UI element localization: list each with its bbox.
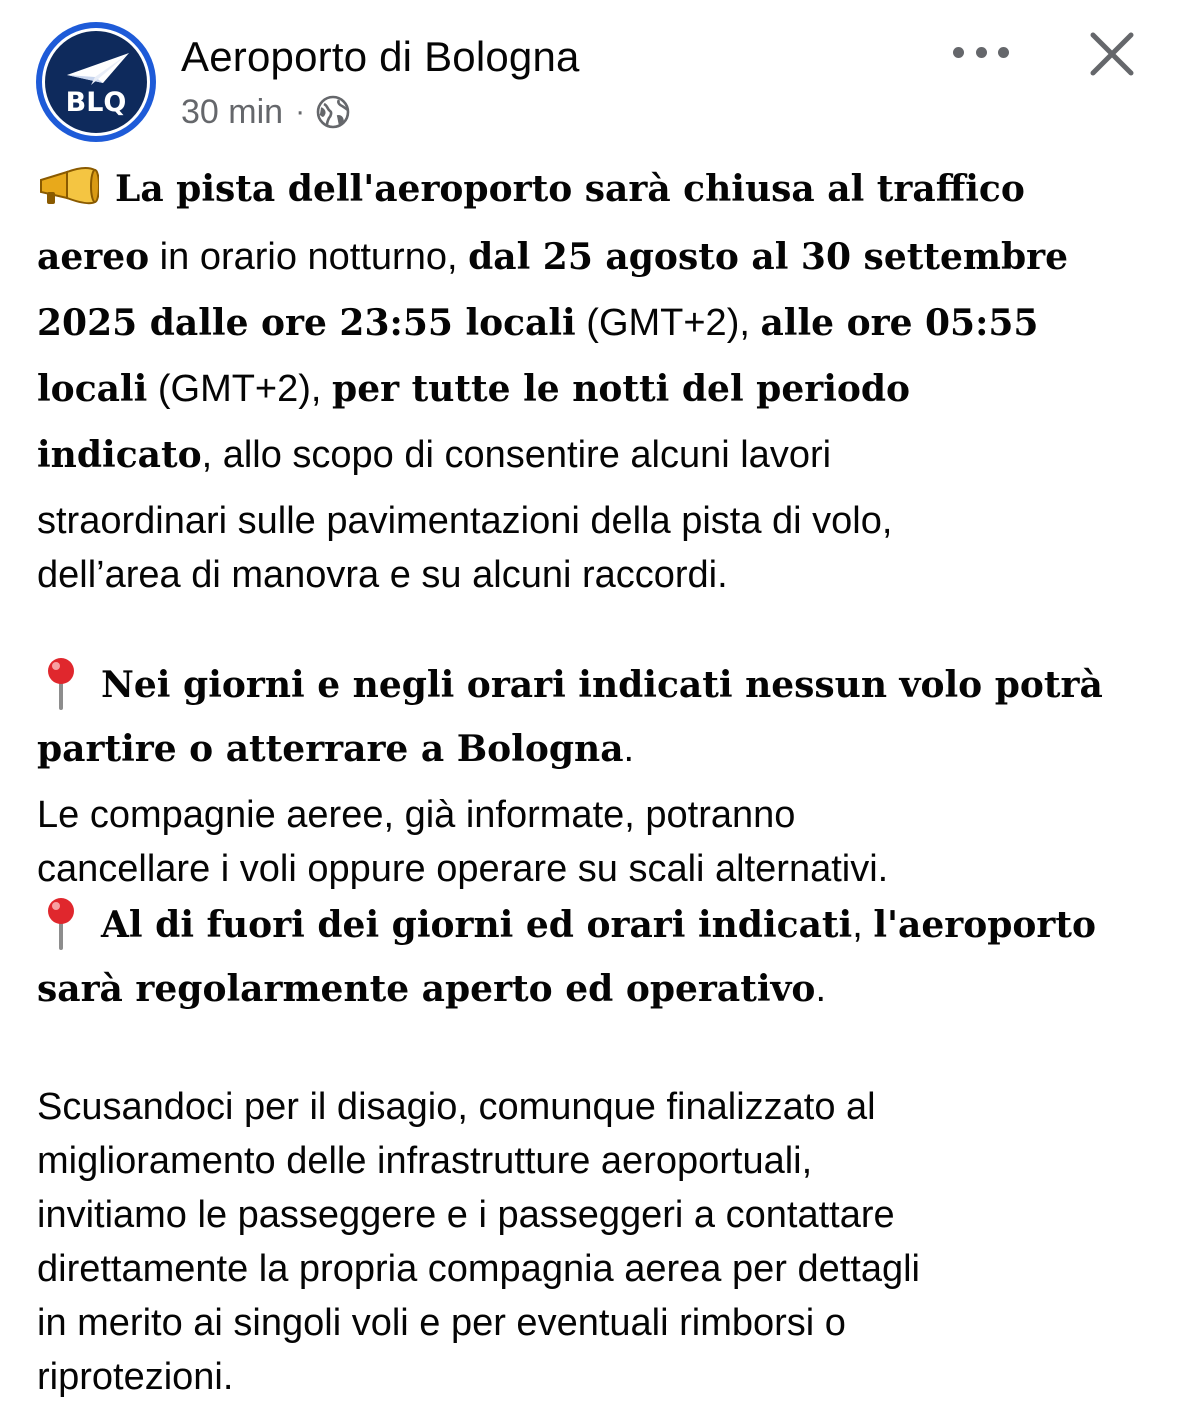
text: in orario notturno, — [149, 236, 469, 278]
post-line — [37, 1086, 876, 1129]
bold-text: dal 25 agosto al 30 settembre — [468, 236, 1069, 278]
post-line — [37, 1194, 895, 1237]
post-meta — [181, 92, 351, 132]
text: miglioramento delle infrastrutture aeroportuali, — [37, 1140, 813, 1182]
post-line — [37, 794, 795, 837]
page-name-link[interactable]: Aeroporto di Bologna — [181, 33, 580, 80]
bold-text: locali — [37, 368, 148, 410]
text: Le compagnie aeree, già informate, potranno — [37, 794, 796, 836]
post-line — [37, 554, 728, 597]
more-horizontal-icon — [953, 47, 964, 58]
text: direttamente la propria compagnia aerea per dettagli — [37, 1248, 920, 1290]
bold-text: per tutte le notti del periodo — [332, 368, 911, 410]
bold-text: aereo — [37, 236, 150, 278]
post-line — [37, 660, 1103, 714]
text: Scusandoci per il disagio, comunque finalizzato al — [37, 1086, 876, 1128]
text: (GMT+2), — [575, 302, 761, 344]
bold-text: 2025 dalle ore 23:55 locali — [37, 302, 576, 344]
text: riprotezioni. — [37, 1356, 234, 1398]
post-line — [37, 728, 634, 771]
post-line — [37, 434, 831, 477]
post-line — [37, 968, 826, 1011]
post-line — [37, 302, 1038, 345]
post-line — [37, 1356, 233, 1399]
round-pushpin-icon — [37, 656, 85, 710]
more-options-button[interactable] — [953, 30, 1009, 74]
text: , allo scopo di consentire alcuni lavori — [201, 434, 832, 476]
post-line — [37, 168, 1025, 214]
text: cancellare i voli oppure operare su scali alternativi. — [37, 848, 889, 890]
bold-text: l'aeroporto — [873, 904, 1097, 947]
post-line — [37, 1140, 812, 1183]
post-line — [37, 500, 892, 543]
post-time[interactable]: 30 min — [181, 92, 284, 131]
text: (GMT+2), — [147, 368, 333, 410]
text: dell’area di manovra e su alcuni raccordi. — [37, 554, 728, 596]
bold-text: sarà regolarmente aperto ed operativo — [37, 968, 816, 1010]
post-line — [37, 1302, 846, 1345]
page-avatar[interactable] — [36, 22, 156, 142]
text: straordinari sulle pavimentazioni della pista di volo, — [37, 500, 893, 542]
bold-text: partire o atterrare a Bologna — [37, 728, 624, 770]
post-line — [37, 236, 1068, 279]
round-pushpin-icon — [37, 896, 85, 950]
post-line — [37, 368, 910, 411]
avatar-logo — [42, 28, 150, 136]
bold-text: La pista dell'aeroporto sarà chiusa al traffico — [115, 168, 1025, 211]
close-icon[interactable] — [1085, 27, 1139, 81]
text: , — [852, 904, 874, 947]
post-line — [37, 1248, 920, 1291]
post-line — [37, 848, 888, 891]
avatar-code: BLQ — [65, 87, 127, 118]
bold-text: Al di fuori dei giorni ed orari indicati — [101, 904, 853, 947]
bold-text: alle ore 05:55 — [760, 302, 1039, 344]
megaphone-icon — [37, 164, 99, 210]
text: . — [815, 968, 827, 1010]
globe-icon — [315, 94, 351, 130]
post-header — [0, 0, 1179, 150]
post-line — [37, 900, 1096, 954]
text: in merito ai singoli voli e per eventuali rimborsi o — [37, 1302, 846, 1344]
meta-separator: · — [295, 95, 306, 128]
bold-text: Nei giorni e negli orari indicati nessun volo potrà — [101, 664, 1103, 707]
bold-text: indicato — [37, 434, 202, 476]
text: invitiamo le passeggere e i passeggeri a contattare — [37, 1194, 895, 1236]
text: . — [623, 728, 635, 770]
